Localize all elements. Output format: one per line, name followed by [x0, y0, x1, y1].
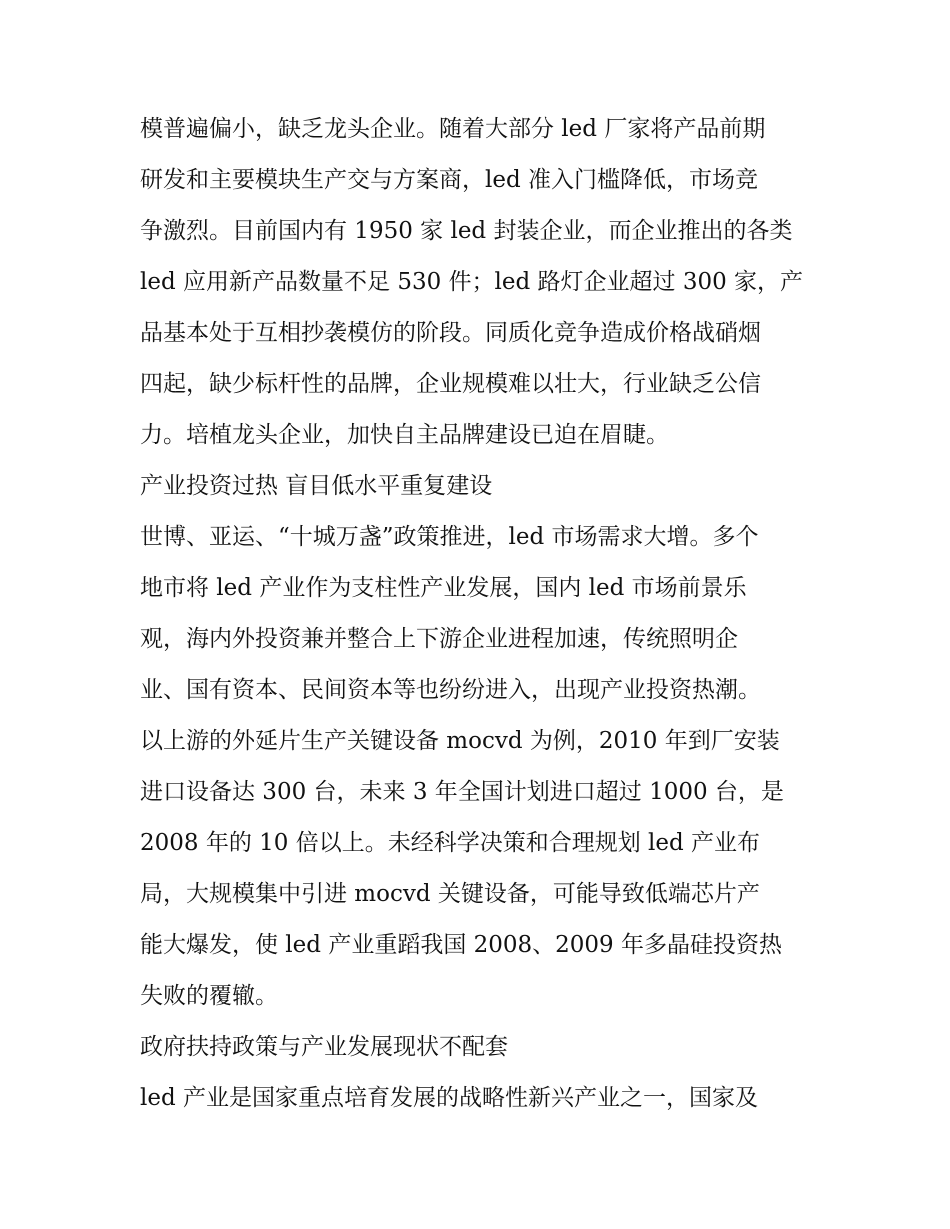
paragraph-line: 研发和主要模块生产交与方案商，led 准入门槛降低，市场竞 — [140, 167, 759, 193]
paragraph-line: 能大爆发，使 led 产业重蹈我国 2008、2009 年多晶硅投资热 — [140, 932, 783, 958]
paragraph-line: led 应用新产品数量不足 530 件；led 路灯企业超过 300 家，产 — [140, 269, 804, 295]
paragraph-line: 四起，缺少标杆性的品牌，企业规模难以壮大，行业缺乏公信 — [140, 371, 761, 397]
paragraph-line: 观，海内外投资兼并整合上下游企业进程加速，传统照明企 — [140, 626, 738, 652]
paragraph-line: 品基本处于互相抄袭模仿的阶段。同质化竞争造成价格战硝烟 — [140, 320, 761, 346]
paragraph-line: led 产业是国家重点培育发展的战略性新兴产业之一，国家及 — [140, 1085, 759, 1111]
paragraph-line: 局，大规模集中引进 mocvd 关键设备，可能导致低端芯片产 — [140, 881, 760, 907]
paragraph-line: 进口设备达 300 台，未来 3 年全国计划进口超过 1000 台，是 — [140, 779, 784, 805]
paragraph-line: 世博、亚运、“十城万盏”政策推进，led 市场需求大增。多个 — [140, 524, 759, 550]
section-heading: 产业投资过热 盲目低水平重复建设 — [140, 473, 493, 499]
paragraph-line: 力。培植龙头企业，加快自主品牌建设已迫在眉睫。 — [140, 422, 669, 448]
paragraph-line: 2008 年的 10 倍以上。未经科学决策和合理规划 led 产业布 — [140, 830, 761, 856]
paragraph-line: 模普遍偏小，缺乏龙头企业。随着大部分 led 厂家将产品前期 — [140, 116, 766, 142]
paragraph-line: 业、国有资本、民间资本等也纷纷进入，出现产业投资热潮。 — [140, 677, 761, 703]
paragraph-line: 以上游的外延片生产关键设备 mocvd 为例，2010 年到厂安装 — [140, 728, 780, 754]
document-body — [140, 110, 820, 1130]
section-heading: 政府扶持政策与产业发展现状不配套 — [140, 1034, 508, 1060]
paragraph-line: 地市将 led 产业作为支柱性产业发展，国内 led 市场前景乐 — [140, 575, 747, 601]
paragraph-line: 争激烈。目前国内有 1950 家 led 封装企业，而企业推出的各类 — [140, 218, 793, 244]
paragraph-line: 失败的覆辙。 — [140, 983, 278, 1009]
